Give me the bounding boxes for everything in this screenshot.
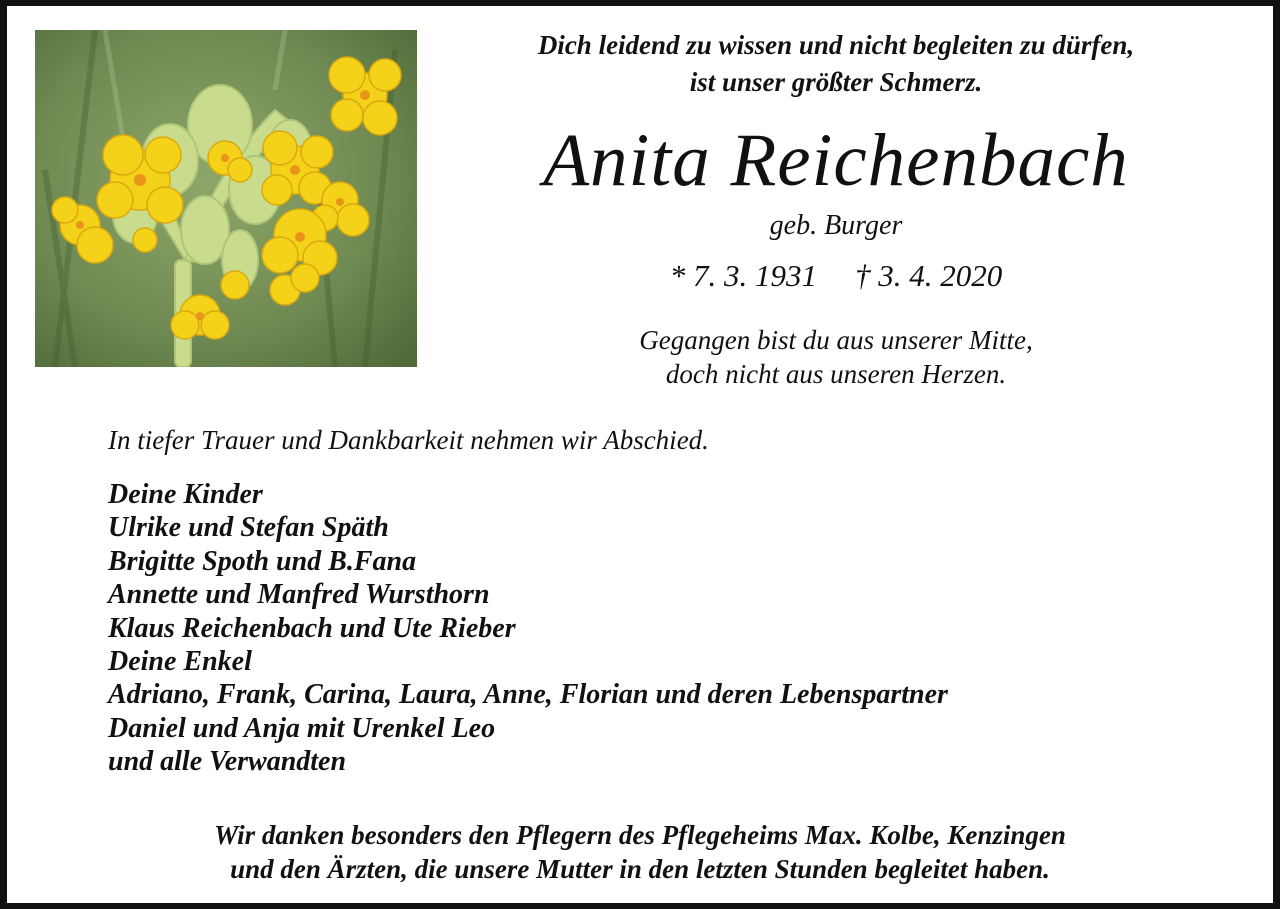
mourner-line: Deine Enkel	[108, 646, 252, 678]
mourner-line: Daniel und Anja mit Urenkel Leo	[108, 712, 496, 744]
quote-line: Dich leidend zu wissen und nicht begleiten zu dürfen,	[537, 30, 1135, 60]
mourner-line: Ulrike und Stefan Späth	[108, 512, 389, 544]
mourner-line: Deine Kinder	[108, 479, 263, 510]
life-dates	[430, 256, 1242, 296]
opening-quote	[430, 27, 1242, 101]
verse-line: Gegangen bist du aus unserer Mitte,	[639, 325, 1033, 355]
flower-photo	[35, 30, 417, 367]
cowslip-flowers-icon	[35, 30, 417, 367]
maiden-name: geb. Burger	[769, 210, 903, 241]
quote-line: ist unser größter Schmerz.	[689, 67, 983, 97]
thanks-note	[40, 818, 1240, 886]
mourner-line: und alle Verwandten	[108, 746, 347, 778]
mourner-line: Brigitte Spoth und B.Fana	[108, 545, 417, 577]
farewell-line: In tiefer Trauer und Dankbarkeit nehmen wir Abschied.	[108, 425, 709, 455]
thanks-line: und den Ärzten, die unsere Mutter in den letzten Stunden begleitet haben.	[230, 854, 1050, 884]
birth-date: * 7. 3. 1931	[669, 258, 817, 293]
memorial-verse	[430, 323, 1242, 391]
deceased-name: Anita Reichenbach	[543, 119, 1129, 202]
mourners-list	[108, 478, 1228, 779]
death-date: † 3. 4. 2020	[855, 258, 1003, 293]
mourner-line: Klaus Reichenbach und Ute Rieber	[108, 612, 516, 644]
mourner-line: Annette und Manfred Wursthorn	[108, 579, 490, 611]
mourner-line: Adriano, Frank, Carina, Laura, Anne, Florian und deren Lebenspartner	[108, 679, 948, 711]
verse-line: doch nicht aus unseren Herzen.	[665, 359, 1007, 389]
thanks-line: Wir danken besonders den Pflegern des Pflegeheims Max. Kolbe, Kenzingen	[214, 820, 1066, 850]
